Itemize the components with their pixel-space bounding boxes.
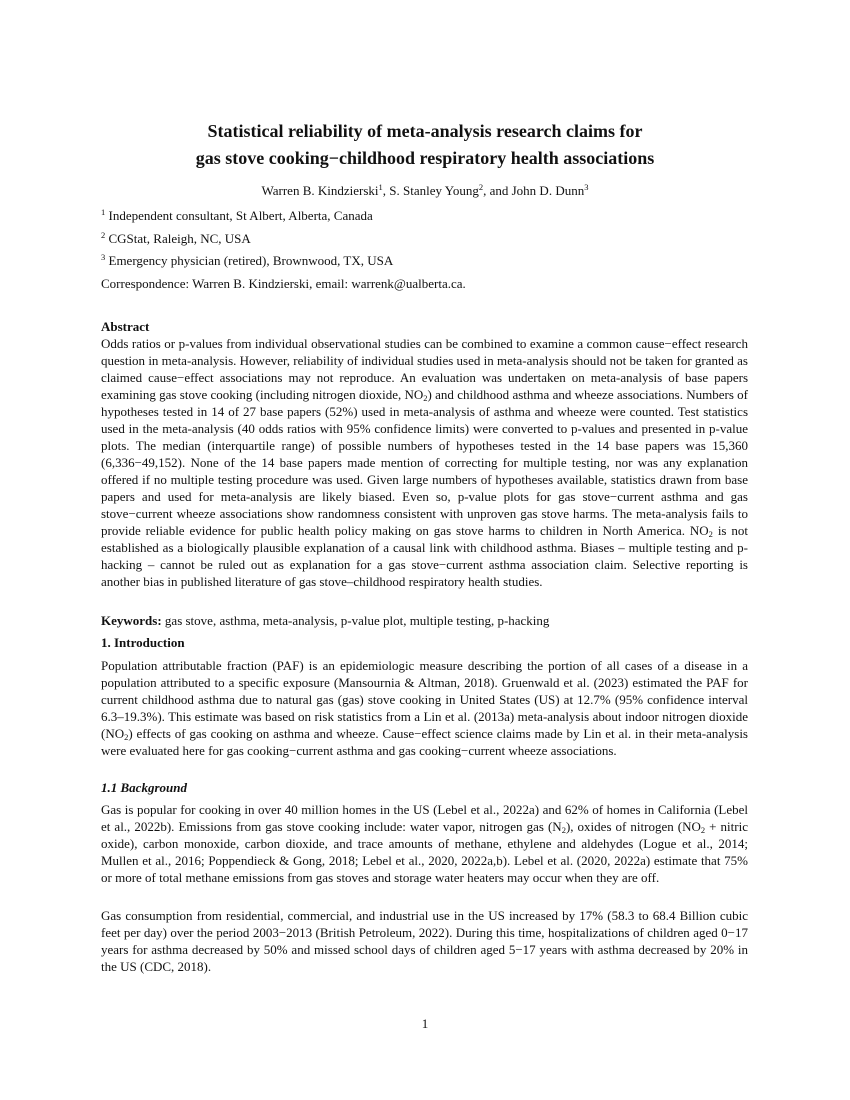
- subscript: 2: [700, 825, 706, 835]
- abstract-part-3: is not established as a biologically plausible explanation of a causal link with childhood asthma. Biases – multiple testing and p-hacking – cannot be ruled out as explanation for a gas stove−current asthma association claim. Selective reporting is another bias in published literature of gas stove–childhood respiratory health studies.: [101, 523, 748, 589]
- author-separator: ,: [382, 183, 390, 198]
- correspondence: Correspondence: Warren B. Kindzierski, email: warrenk@ualberta.ca.: [101, 276, 466, 291]
- title-line-1: Statistical reliability of meta-analysis research claims for: [207, 121, 643, 141]
- intro-part-2: ) effects of gas cooking on asthma and wheeze. Cause−effect science claims made by Lin et al. in their meta-analysis were evaluated here for gas cooking−current asthma and gas cooking−current wheeze associations.: [101, 726, 748, 758]
- keywords-list: gas stove, asthma, meta-analysis, p-value plot, multiple testing, p-hacking: [161, 613, 550, 628]
- paper-title: [60, 118, 790, 172]
- background-paragraph-1: [101, 801, 748, 886]
- affiliation-1: [101, 207, 373, 224]
- author-name: Warren B. Kindzierski: [261, 183, 379, 198]
- keywords: [101, 612, 748, 629]
- affiliation-3: [101, 252, 393, 269]
- affiliation-2: [101, 230, 251, 247]
- subscript: 2: [561, 825, 566, 835]
- author-affil-mark: 2: [478, 182, 484, 192]
- keywords-label: Keywords:: [101, 613, 162, 628]
- bg-part-3: + nitric oxide), carbon monoxide, carbon dioxide, and trace amounts of methane, ethylene and aldehydes (Logue et al., 2014; Mullen et al., 2016; Poppendieck & Gong, 2018; Lebel et al., 2020, 2022a,b). Lebel et al. (2020, 2022a) estimate that 75% or more of total methane emissions from gas stoves and storage water heaters may occur when they are off.: [101, 819, 748, 885]
- abstract-part-1: Odds ratios or p-values from individual observational studies can be combined to examine a common cause−effect research question in meta-analysis. However, reliability of individual studies used in meta-analysis should not be taken for granted as claimed cause−effect associations may not reproduce. An evaluation was undertaken on meta-analysis of base papers examining gas stove cooking (including nitrogen dioxide, NO: [101, 336, 748, 402]
- affiliation-text: Independent consultant, St Albert, Alberta, Canada: [108, 208, 373, 223]
- author-name: S. Stanley Young: [389, 183, 479, 198]
- background-heading: 1.1 Background: [101, 780, 187, 795]
- bg-part-1: Gas is popular for cooking in over 40 million homes in the US (Lebel et al., 2022a) and 62% of homes in California (Lebel et al., 2022b). Emissions from gas stove cooking include: water vapor, nitrogen gas (N: [101, 802, 748, 834]
- author-affil-mark: 1: [378, 182, 383, 192]
- author-affil-mark: 3: [584, 182, 589, 192]
- affiliation-mark: 3: [101, 252, 106, 262]
- page-number: 1: [421, 1016, 429, 1031]
- abstract-heading: Abstract: [101, 319, 150, 334]
- subscript: 2: [124, 732, 129, 742]
- author-name: John D. Dunn: [511, 183, 585, 198]
- affiliation-mark: 1: [101, 207, 106, 217]
- subscript: 2: [423, 393, 428, 403]
- affiliation-text: Emergency physician (retired), Brownwood, TX, USA: [108, 253, 394, 268]
- abstract-text: [101, 335, 748, 590]
- background-paragraph-2: Gas consumption from residential, commercial, and industrial use in the US increased by 17% (58.3 to 68.4 Billion cubic feet per day) over the period 2003−2013 (British Petroleum, 2022). During this time, hospitalizations of children aged 0−17 years for asthma decreased by 50% and missed school days of children aged 5−17 years with asthma decreased by 20% in the US (CDC, 2018).: [101, 908, 748, 974]
- affiliation-text: CGStat, Raleigh, NC, USA: [108, 231, 251, 246]
- bg-part-2: ), oxides of nitrogen (NO: [565, 819, 701, 834]
- title-line-2: gas stove cooking−childhood respiratory health associations: [195, 148, 655, 168]
- intro-part-1: Population attributable fraction (PAF) is an epidemiologic measure describing the portion of all cases of a disease in a population attributed to a specific exposure (Mansournia & Altman, 2018). Gruenwald et al. (2023) estimated the PAF for current childhood asthma due to natural gas (gas) stove cooking in United States (US) at 12.7% (95% confidence interval 6.3–19.3%). This estimate was based on risk statistics from a Lin et al. (2013a) meta-analysis about indoor nitrogen dioxide (NO: [101, 658, 748, 741]
- introduction-paragraph: [101, 657, 748, 759]
- affiliation-mark: 2: [101, 230, 106, 240]
- introduction-heading: 1. Introduction: [101, 635, 185, 650]
- author-separator: , and: [483, 183, 512, 198]
- subscript: 2: [708, 529, 713, 539]
- author-list: [60, 182, 790, 199]
- abstract-part-2: ) and childhood asthma and wheeze associations. Numbers of hypotheses tested in 14 of 27 base papers (52%) used in meta-analysis of asthma and wheeze were counted. Test statistics used in the meta-analysis (40 odds ratios with 95% confidence limits) were converted to p-values and presented in p-value plots. The median (interquartile range) of possible numbers of hypotheses tested in the 14 base papers was 15,360 (6,336−49,152). None of the 14 base papers made mention of correcting for multiple testing, nor was any explanation offered if no multiple testing procedure was used. Given large numbers of hypotheses available, statistics drawn from base papers and used for meta-analysis are likely biased. Even so, p-value plots for gas stove−current asthma and gas stove−current wheeze associations show randomness consistent with unproven gas stove harms. The meta-analysis fails to provide reliable evidence for public health policy making on gas stove harms to children in North America. NO: [101, 387, 748, 538]
